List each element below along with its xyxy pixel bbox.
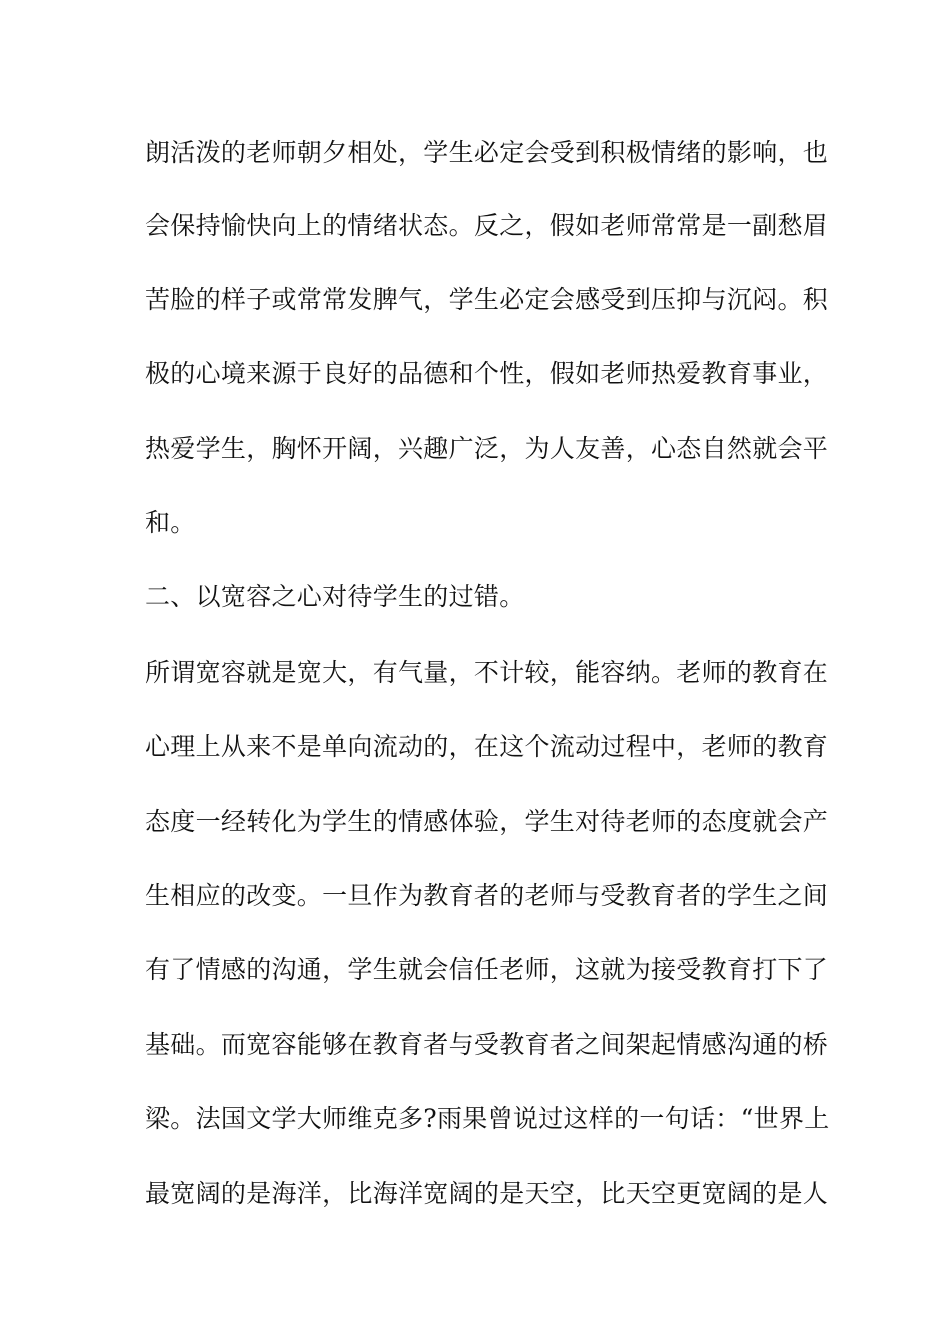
text-line: 所谓宽容就是宽大，有气量，不计较，能容纳。老师的教育在 <box>145 658 829 687</box>
text-line: 有了情感的沟通，学生就会信任老师，这就为接受教育打下了 <box>145 955 829 984</box>
text-line: 心理上从来不是单向流动的，在这个流动过程中，老师的教育 <box>145 732 829 761</box>
text-line: 苦脸的样子或常常发脾气，学生必定会感受到压抑与沉闷。积 <box>145 285 829 314</box>
text-line: 态度一经转化为学生的情感体验，学生对待老师的态度就会产 <box>145 807 829 836</box>
text-line: 梁。法国文学大师维克多?雨果曾说过这样的一句话：“世界上 <box>145 1104 830 1133</box>
text-line: 和。 <box>145 508 196 537</box>
section-heading: 二、以宽容之心对待学生的过错。 <box>145 582 525 611</box>
text-line: 朗活泼的老师朝夕相处，学生必定会受到积极情绪的影响，也 <box>145 138 829 167</box>
text-line: 极的心境来源于良好的品德和个性，假如老师热爱教育事业， <box>145 359 829 388</box>
text-line: 会保持愉快向上的情绪状态。反之，假如老师常常是一副愁眉 <box>145 211 829 240</box>
text-line: 基础。而宽容能够在教育者与受教育者之间架起情感沟通的桥 <box>145 1030 829 1059</box>
text-line: 最宽阔的是海洋，比海洋宽阔的是天空，比天空更宽阔的是人 <box>145 1179 829 1208</box>
text-line: 生相应的改变。一旦作为教育者的老师与受教育者的学生之间 <box>145 881 829 910</box>
text-line: 热爱学生，胸怀开阔，兴趣广泛，为人友善，心态自然就会平 <box>145 434 829 463</box>
